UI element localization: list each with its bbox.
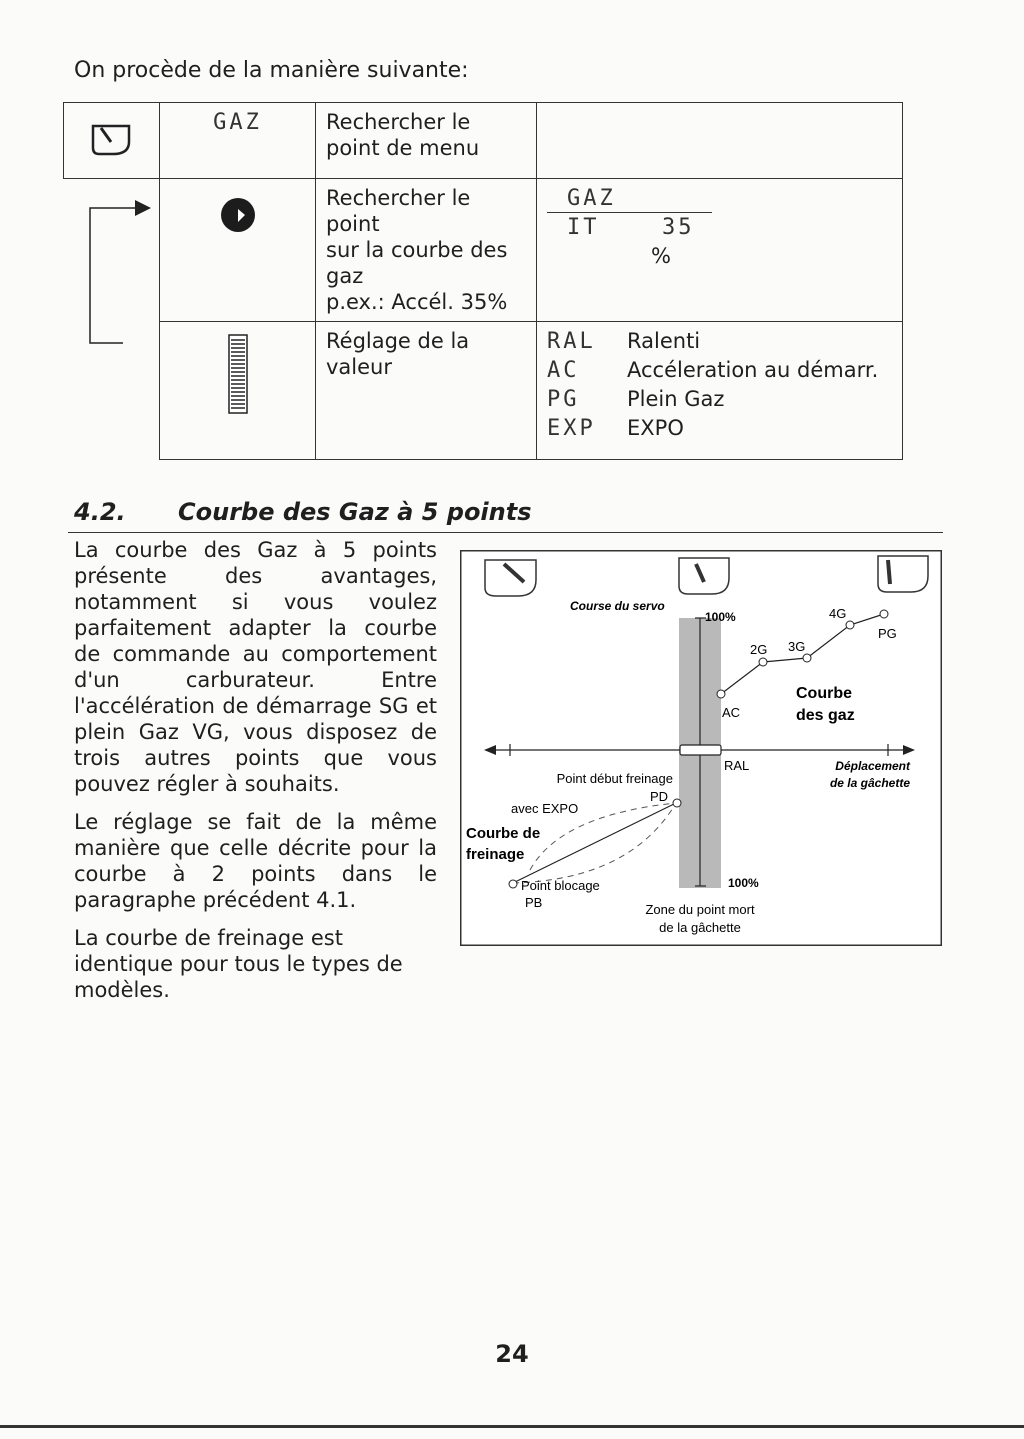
label-deplacement-1: Déplacement	[835, 759, 910, 773]
steps-table	[63, 102, 903, 460]
trigger-icon-center	[679, 558, 729, 594]
label-courbe-gaz-2: des gaz	[796, 707, 855, 724]
label-100-bottom: 100%	[728, 876, 759, 890]
label-courbe-freinage-2: freinage	[466, 846, 525, 863]
menu-key-cell	[64, 103, 160, 179]
label-deplacement-2: de la gâchette	[829, 776, 910, 790]
slider-cell	[160, 322, 316, 460]
paragraph: La courbe des Gaz à 5 points présente des avantages, notamment si vous voulez parfaitement adapter la courbe de commande au comportement d'un carburateur. Entre l'accélération de démarrage SG et plein Gaz VG, vous disposez de trois autres points que vous pouvez régler à souhaits.	[74, 538, 437, 796]
label-zone-2: de la gâchette	[659, 920, 741, 935]
bottom-border	[0, 1425, 1024, 1428]
point-ac	[717, 690, 725, 698]
body-text	[74, 537, 437, 1015]
lcd-value: 35	[662, 215, 695, 240]
lcd-readout-cell	[537, 179, 903, 322]
lcd-point: IT	[567, 215, 600, 240]
point-pb	[509, 880, 517, 888]
option-label: Plein Gaz	[627, 387, 725, 411]
options-cell	[537, 322, 903, 460]
label-course-servo: Course du servo	[570, 599, 665, 613]
label-4g: 4G	[829, 606, 847, 621]
step1-text: Rechercher le point de menu	[316, 103, 537, 179]
throttle-curve-diagram	[460, 550, 942, 946]
menu-key-icon	[89, 118, 135, 158]
option-label: Accéleration au démarr.	[627, 358, 879, 382]
option-row	[547, 386, 892, 415]
step3-line: valeur	[326, 355, 392, 379]
percent-unit: %	[651, 244, 671, 268]
step3-line: Réglage de la	[326, 329, 470, 353]
page-number: 24	[495, 1340, 529, 1368]
step2-line: Rechercher le point	[326, 186, 471, 236]
step2-line: p.ex.: Accél. 35%	[326, 290, 508, 314]
diagram-svg	[460, 550, 942, 946]
option-label: Ralenti	[627, 329, 701, 353]
rotary-dial-icon[interactable]	[218, 195, 258, 235]
intro-text: On procède de la manière suivante:	[74, 58, 469, 83]
point-4g	[846, 621, 854, 629]
label-100-top: 100%	[705, 610, 736, 624]
label-2g: 2G	[750, 642, 768, 657]
option-row	[547, 415, 892, 444]
paragraph: La courbe de freinage est identique pour tous le types de modèles.	[74, 926, 403, 1002]
label-point-blocage: Point blocage	[521, 878, 600, 893]
label-zone-1: Zone du point mort	[645, 902, 755, 917]
loop-arrow-icon	[85, 190, 165, 350]
label-avec-expo: avec EXPO	[511, 801, 579, 816]
option-code: RAL	[547, 329, 596, 354]
lcd-title: GAZ	[567, 186, 616, 211]
trigger-icon-right	[878, 556, 928, 592]
option-code: AC	[547, 358, 580, 383]
option-code: PG	[547, 387, 580, 412]
option-code: EXP	[547, 416, 596, 441]
option-row	[547, 357, 892, 386]
label-ac: AC	[722, 705, 741, 720]
section-title: Courbe des Gaz à 5 points	[178, 498, 532, 526]
label-point-debut: Point début freinage	[556, 771, 673, 786]
label-courbe-freinage-1: Courbe de	[466, 825, 541, 842]
option-row	[547, 328, 892, 357]
label-3g: 3G	[788, 639, 806, 654]
deadzone-marker	[680, 745, 721, 755]
step2-line: sur la courbe des	[326, 238, 508, 262]
step3-text	[316, 322, 537, 460]
paragraph: Le réglage se fait de la même manière que celle décrite pour la courbe à 2 points dans le paragraphe précédent 4.1.	[74, 810, 437, 912]
section-number: 4.2.	[74, 498, 126, 526]
label-courbe-gaz-1: Courbe	[796, 685, 852, 702]
step2-line: gaz	[326, 264, 364, 288]
option-label: EXPO	[627, 416, 684, 440]
label-pb: PB	[525, 895, 543, 910]
trigger-icon-left	[485, 560, 536, 596]
section-rule	[68, 532, 943, 533]
step2-text	[316, 179, 537, 322]
dial-cell	[160, 179, 316, 322]
label-pg: PG	[878, 626, 897, 641]
empty-cell	[537, 103, 903, 179]
point-3g	[803, 654, 811, 662]
point-pg	[880, 610, 888, 618]
point-2g	[759, 658, 767, 666]
lcd-gaz: GAZ	[213, 110, 262, 135]
point-pd	[673, 799, 681, 807]
label-pd: PD	[650, 789, 669, 804]
slider-icon[interactable]	[228, 334, 248, 414]
display-cell	[160, 103, 316, 179]
label-ral: RAL	[724, 758, 750, 773]
